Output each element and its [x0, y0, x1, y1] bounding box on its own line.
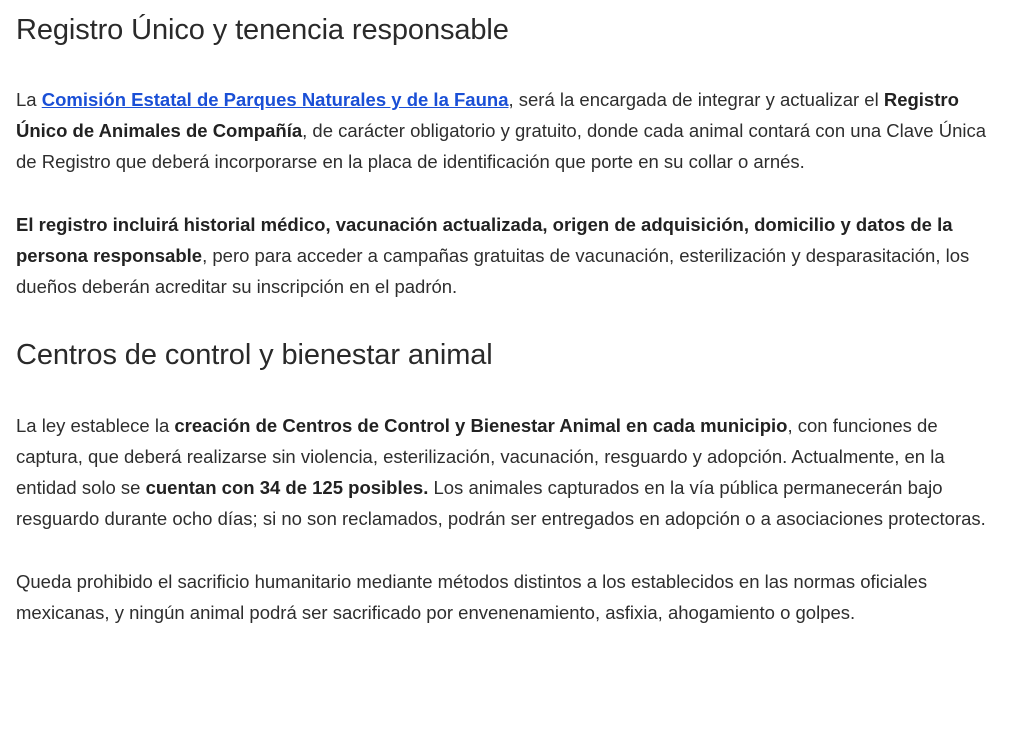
paragraph-centros-ley: [16, 410, 1008, 534]
text-run: Los animales capturados en la vía pública permanecerán bajo resguardo durante ocho días; si no son reclamados, podrán ser entregados en adopción o a asociaciones protectoras.: [16, 477, 986, 529]
bold-registro-unico: Registro Único de Animales de Compañía: [16, 89, 959, 141]
bold-registro-incluira: El registro incluirá historial médico, vacunación actualizada, origen de adquisición, domicilio y datos de la persona responsable: [16, 214, 953, 266]
text-run: , pero para acceder a campañas gratuitas de vacunación, esterilización y desparasitación, los dueños deberán acreditar su inscripción en el padrón.: [16, 245, 970, 297]
paragraph-sacrificio: Queda prohibido el sacrificio humanitario mediante métodos distintos a los establecidos en las normas oficiales mexicanas, y ningún animal podrá ser sacrificado por envenenamiento, asfixia, ahogamiento o golpes.: [16, 571, 928, 623]
bold-cuentan-con: cuentan con 34 de 125 posibles.: [145, 477, 429, 498]
text-run: La ley establece la: [16, 415, 175, 436]
text-run: La: [16, 89, 42, 110]
section-heading-centros: Centros de control y bienestar animal: [16, 339, 493, 371]
bold-creacion-centros: creación de Centros de Control y Bienestar Animal en cada municipio: [174, 415, 788, 436]
text-run: , será la encargada de integrar y actualizar el: [508, 89, 884, 110]
link-comision-estatal[interactable]: Comisión Estatal de Parques Naturales y de la Fauna: [41, 89, 509, 110]
paragraph-registro-detalle: [16, 209, 1008, 302]
text-run: , de carácter obligatorio y gratuito, donde cada animal contará con una Clave Única de Registro que deberá incorporarse en la placa de identificación que porte en su collar o arnés.: [16, 120, 987, 172]
section-heading-registro: Registro Único y tenencia responsable: [16, 14, 509, 46]
text-run: , con funciones de captura, que deberá realizarse sin violencia, esterilización, vacunación, resguardo y adopción. Actualmente, en la entidad solo se: [16, 415, 945, 498]
paragraph-registro-intro: [16, 84, 1008, 177]
